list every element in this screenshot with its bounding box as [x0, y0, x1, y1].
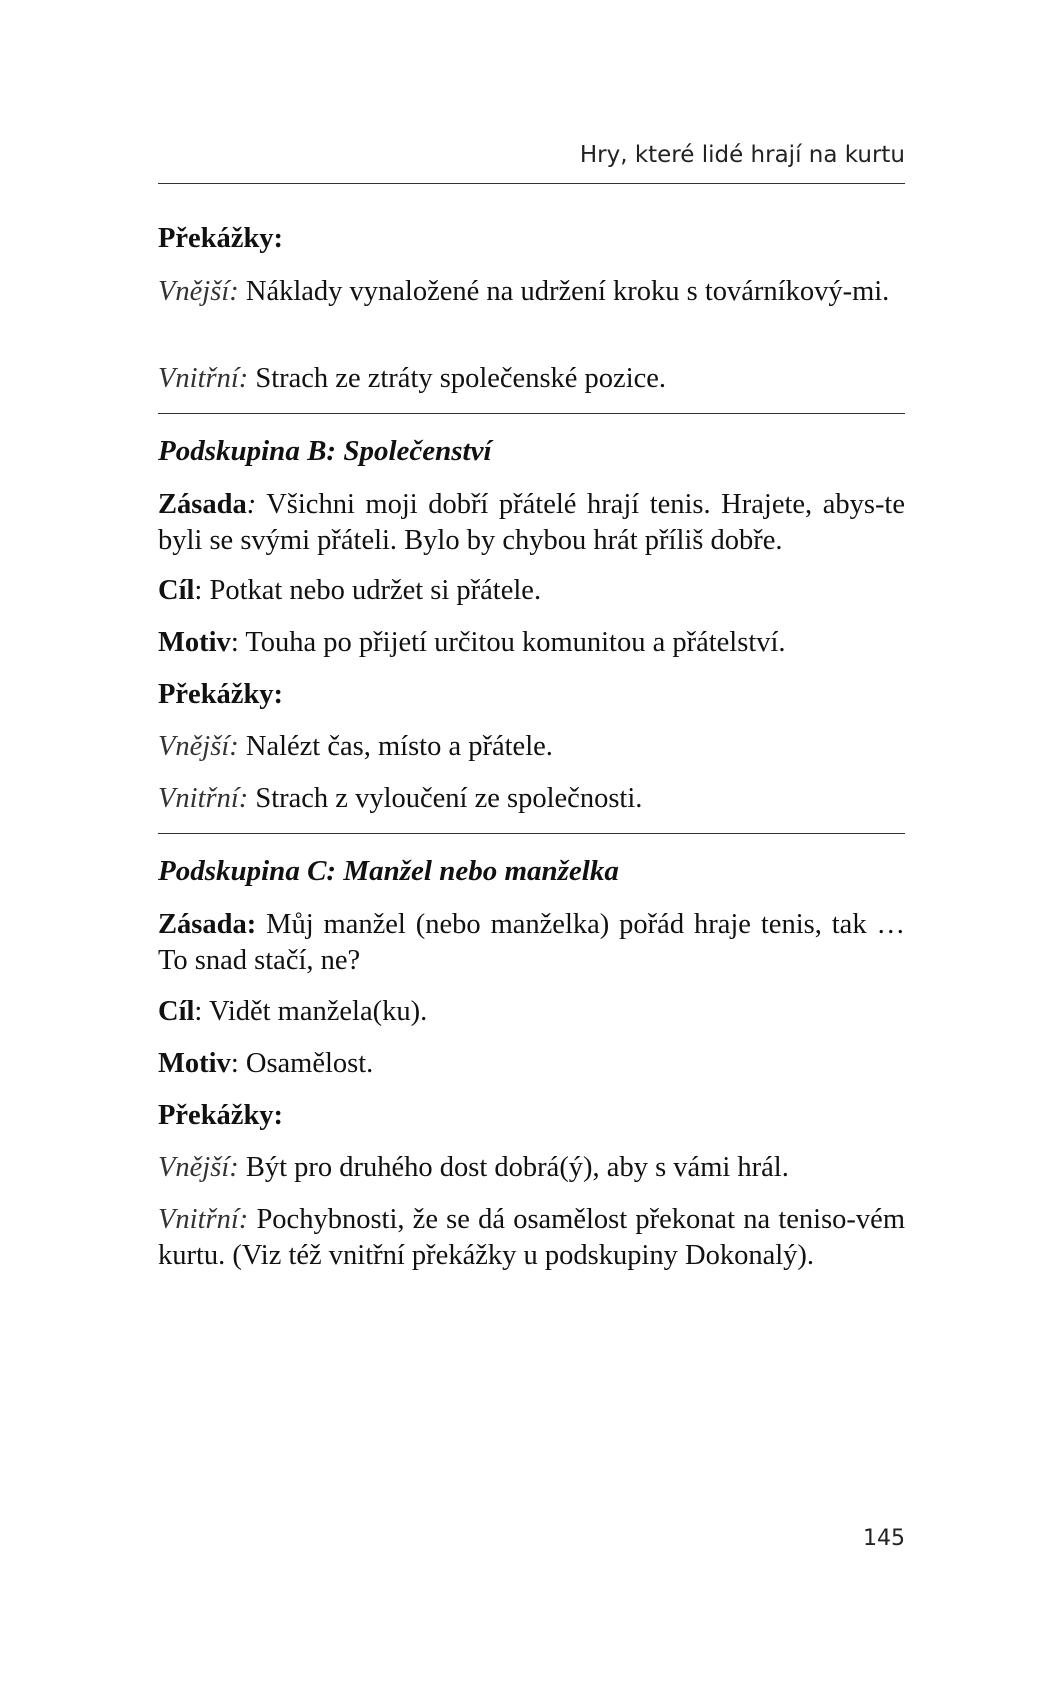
- section-divider: [158, 833, 905, 834]
- section-b-obstacles-heading: [158, 677, 905, 713]
- internal-label: Vnitřní:: [158, 1204, 249, 1235]
- principle-text: Můj manžel (nebo manželka) pořád hraje tenis, tak … To snad stačí, ne?: [158, 909, 905, 976]
- motive-text: : Touha po přijetí určitou komunitou a přátelství.: [230, 627, 786, 658]
- section-c-goal: [158, 994, 905, 1030]
- goal-text: : Vidět manžela(ku).: [194, 996, 428, 1027]
- obstacles-heading: Překážky:: [158, 1100, 284, 1131]
- internal-label: Vnitřní:: [158, 363, 249, 394]
- principle-label: Zásada: [158, 489, 247, 520]
- principle-label: Zásada:: [158, 909, 257, 940]
- external-text: Nalézt čas, místo a přátele.: [238, 731, 553, 762]
- internal-text: Pochybnosti, že se dá osamělost překonat na teniso-vém kurtu. (Viz též vnitřní překážky u podskupiny Dokonalý).: [158, 1204, 905, 1271]
- goal-label: Cíl: [158, 996, 195, 1027]
- obstacles-heading: Překážky:: [158, 223, 284, 254]
- obstacles-heading: Překážky:: [158, 679, 284, 710]
- internal-text: Strach ze ztráty společenské pozice.: [248, 363, 667, 394]
- section-b-principle: [158, 487, 905, 559]
- section-c-external-obstacle: [158, 1150, 905, 1186]
- running-header: Hry, které lidé hrají na kurtu: [579, 142, 905, 168]
- motive-text: : Osamělost.: [230, 1048, 374, 1079]
- section-a-internal-obstacle: [158, 361, 905, 397]
- principle-text: Všichni moji dobří přátelé hrají tenis. Hrajete, abys-te byli se svými přáteli. Bylo by chybou hrát příliš dobře.: [158, 489, 905, 556]
- external-label: Vnější:: [158, 731, 239, 762]
- section-divider: [158, 413, 905, 414]
- external-text: Náklady vynaložené na udržení kroku s továrníkový-mi.: [238, 276, 890, 307]
- section-c-title: Podskupina C: Manžel nebo manželka: [158, 855, 619, 887]
- section-a-external-obstacle: [158, 274, 905, 310]
- motive-label: Motiv: [158, 627, 231, 658]
- section-b-motive: [158, 625, 905, 661]
- goal-label: Cíl: [158, 575, 195, 606]
- section-c-internal-obstacle: [158, 1202, 905, 1274]
- goal-text: : Potkat nebo udržet si přátele.: [194, 575, 542, 606]
- external-text: Být pro druhého dost dobrá(ý), aby s vámi hrál.: [238, 1152, 789, 1183]
- internal-text: Strach z vyloučení ze společnosti.: [248, 783, 643, 814]
- internal-label: Vnitřní:: [158, 783, 249, 814]
- section-c-principle: [158, 907, 905, 979]
- section-b-title: Podskupina B: Společenství: [158, 435, 492, 467]
- section-a-obstacles-heading: [158, 221, 905, 257]
- motive-label: Motiv: [158, 1048, 231, 1079]
- external-label: Vnější:: [158, 276, 239, 307]
- external-label: Vnější:: [158, 1152, 239, 1183]
- principle-colon: :: [246, 489, 257, 520]
- section-b-external-obstacle: [158, 729, 905, 765]
- section-b-goal: [158, 573, 905, 609]
- section-c-motive: [158, 1046, 905, 1082]
- header-rule: [158, 183, 905, 184]
- section-c-obstacles-heading: [158, 1098, 905, 1134]
- section-b-internal-obstacle: [158, 781, 905, 817]
- page-number: 145: [863, 1526, 905, 1551]
